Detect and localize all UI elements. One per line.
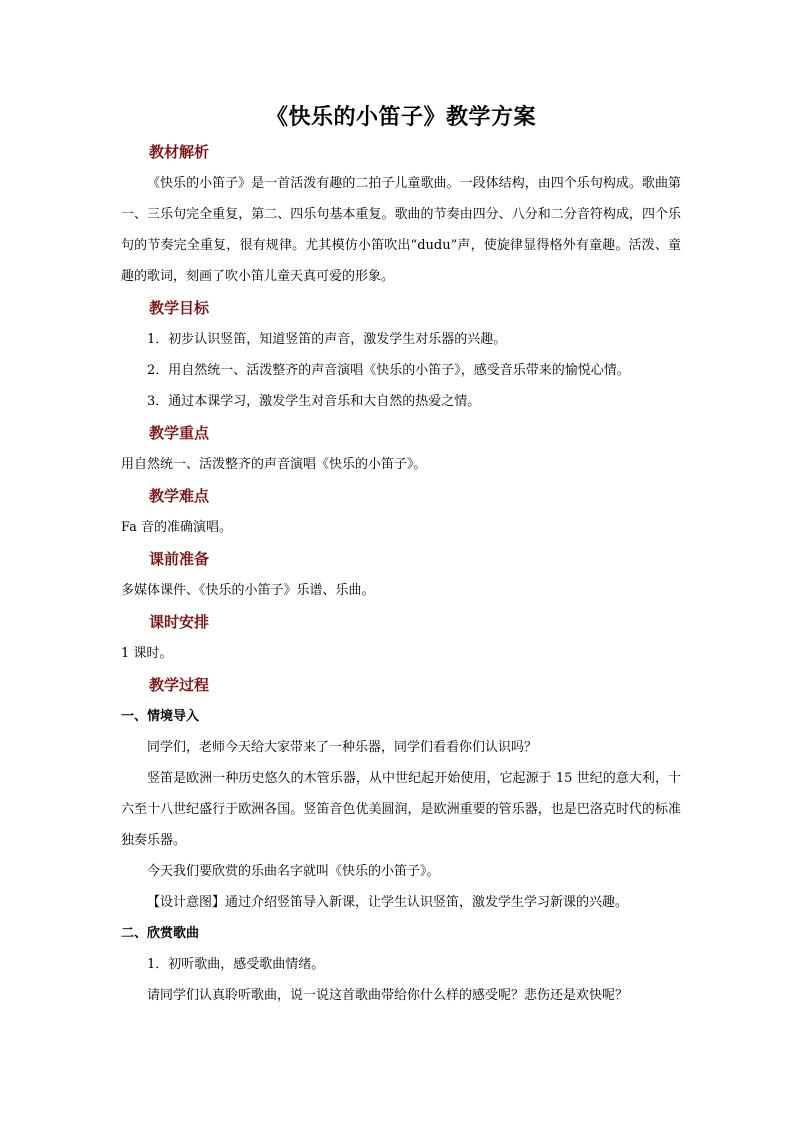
heading-preparation: 课前准备	[149, 550, 210, 568]
step2-paragraph-2: 请同学们认真聆听歌曲，说一说这首歌曲带给你什么样的感受呢？悲伤还是欢快呢？	[147, 988, 629, 1003]
heading-difficulty: 教学难点	[149, 487, 210, 505]
step2-heading: 二、欣赏歌曲	[121, 926, 200, 941]
difficulty-text: Fa 音的准确演唱。	[121, 520, 233, 535]
goal-item-1: 1．初步认识竖笛，知道竖笛的声音，激发学生对乐器的兴趣。	[147, 332, 507, 347]
schedule-text: 1 课时。	[121, 646, 173, 661]
heading-schedule: 课时安排	[149, 613, 210, 631]
step1-paragraph-2: 竖笛是欧洲一种历史悠久的木管乐器，从中世纪起开始使用，它起源于 15 世纪的意大利，十六至十八世纪盛行于欧洲各国。竖笛音色优美圆润，是欧洲重要的管乐器，也是巴洛克时代的标准独奏乐器。	[121, 771, 681, 848]
step1-design-intent: 【设计意图】通过介绍竖笛导入新课，让学生认识竖笛，激发学生学习新课的兴趣。	[147, 895, 629, 910]
heading-analysis: 教材解析	[149, 143, 210, 161]
document-page	[121, 102, 681, 1011]
goal-item-2: 2．用自然统一、活泼整齐的声音演唱《快乐的小笛子》，感受音乐带来的愉悦心情。	[147, 363, 630, 378]
heading-process: 教学过程	[149, 676, 210, 694]
step1-paragraph-1: 同学们，老师今天给大家带来了一种乐器，同学们看看你们认识吗？	[147, 740, 538, 755]
preparation-text: 多媒体课件、《快乐的小笛子》乐谱、乐曲。	[121, 583, 375, 598]
document-title: 《快乐的小笛子》教学方案	[265, 104, 536, 130]
step1-paragraph-3: 今天我们要欣赏的乐曲名字就叫《快乐的小笛子》。	[147, 864, 440, 879]
step1-heading: 一、情境导入	[121, 709, 200, 724]
heading-goals: 教学目标	[149, 299, 210, 317]
heading-key-points: 教学重点	[149, 424, 210, 442]
step2-paragraph-1: 1．初听歌曲，感受歌曲情绪。	[147, 957, 325, 972]
analysis-paragraph: 《快乐的小笛子》是一首活泼有趣的二拍子儿童歌曲。一段体结构，由四个乐句构成。歌曲第一、三乐句完全重复，第二、四乐句基本重复。歌曲的节奏由四分、八分和二分音符构成，四个乐句的节奏完全重复，很有规律。尤其模仿小笛吹出“dudu”声，使旋律显得格外有童趣。活泼、童趣的歌词，刻画了吹小笛儿童天真可爱的形象。	[121, 176, 681, 284]
key-points-text: 用自然统一、活泼整齐的声音演唱《快乐的小笛子》。	[121, 457, 427, 472]
goal-item-3: 3．通过本课学习，激发学生对音乐和大自然的热爱之情。	[147, 394, 481, 409]
